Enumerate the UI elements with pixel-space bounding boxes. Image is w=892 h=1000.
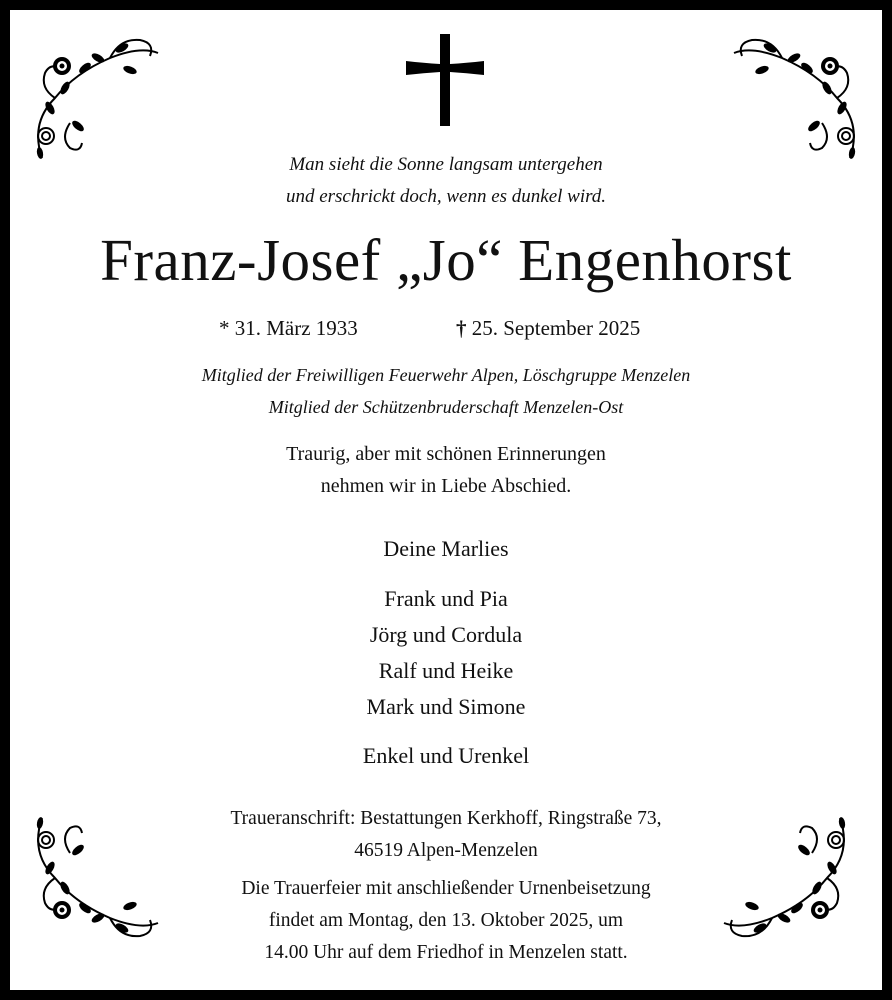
mourner-child: Frank und Pia — [384, 586, 508, 611]
ceremony-line: Die Trauerfeier mit anschließender Urnenbeisetzung — [241, 878, 651, 899]
address-line: Traueranschrift: Bestattungen Kerkhoff, Ringstraße 73, — [230, 808, 662, 829]
birth-date: * 31. März 1933 — [219, 316, 358, 340]
rose-vine-icon — [30, 28, 170, 163]
latin-cross-icon — [404, 34, 486, 126]
mourner-spouse: Deine Marlies — [383, 536, 509, 561]
ceremony-line: findet am Montag, den 13. Oktober 2025, um — [268, 910, 624, 931]
death-cross-icon: † — [456, 316, 467, 340]
death-date: 25. September 2025 — [471, 316, 641, 340]
ceremony-line: 14.00 Uhr auf dem Friedhof in Menzelen statt. — [264, 942, 628, 963]
mourner-grandchildren: Enkel und Urenkel — [362, 743, 530, 768]
address-line: 46519 Alpen-Menzelen — [354, 840, 538, 861]
farewell-line: Traurig, aber mit schönen Erinnerungen — [286, 443, 606, 465]
mourner-child: Ralf und Heike — [378, 658, 514, 683]
rose-vine-icon — [722, 28, 862, 163]
motto-line: Man sieht die Sonne langsam untergehen — [289, 154, 603, 175]
membership-line: Mitglied der Schützenbruderschaft Menzelen-Ost — [268, 397, 624, 417]
death-date-group — [456, 316, 640, 341]
mourner-child: Jörg und Cordula — [369, 622, 523, 647]
deceased-name: Franz-Josef „Jo“ Engenhorst — [100, 227, 792, 293]
farewell-line: nehmen wir in Liebe Abschied. — [320, 475, 572, 497]
mourner-child: Mark und Simone — [366, 694, 526, 719]
motto-line: und erschrickt doch, wenn es dunkel wird. — [285, 186, 607, 207]
membership-line: Mitglied der Freiwilligen Feuerwehr Alpen, Löschgruppe Menzelen — [201, 365, 691, 385]
